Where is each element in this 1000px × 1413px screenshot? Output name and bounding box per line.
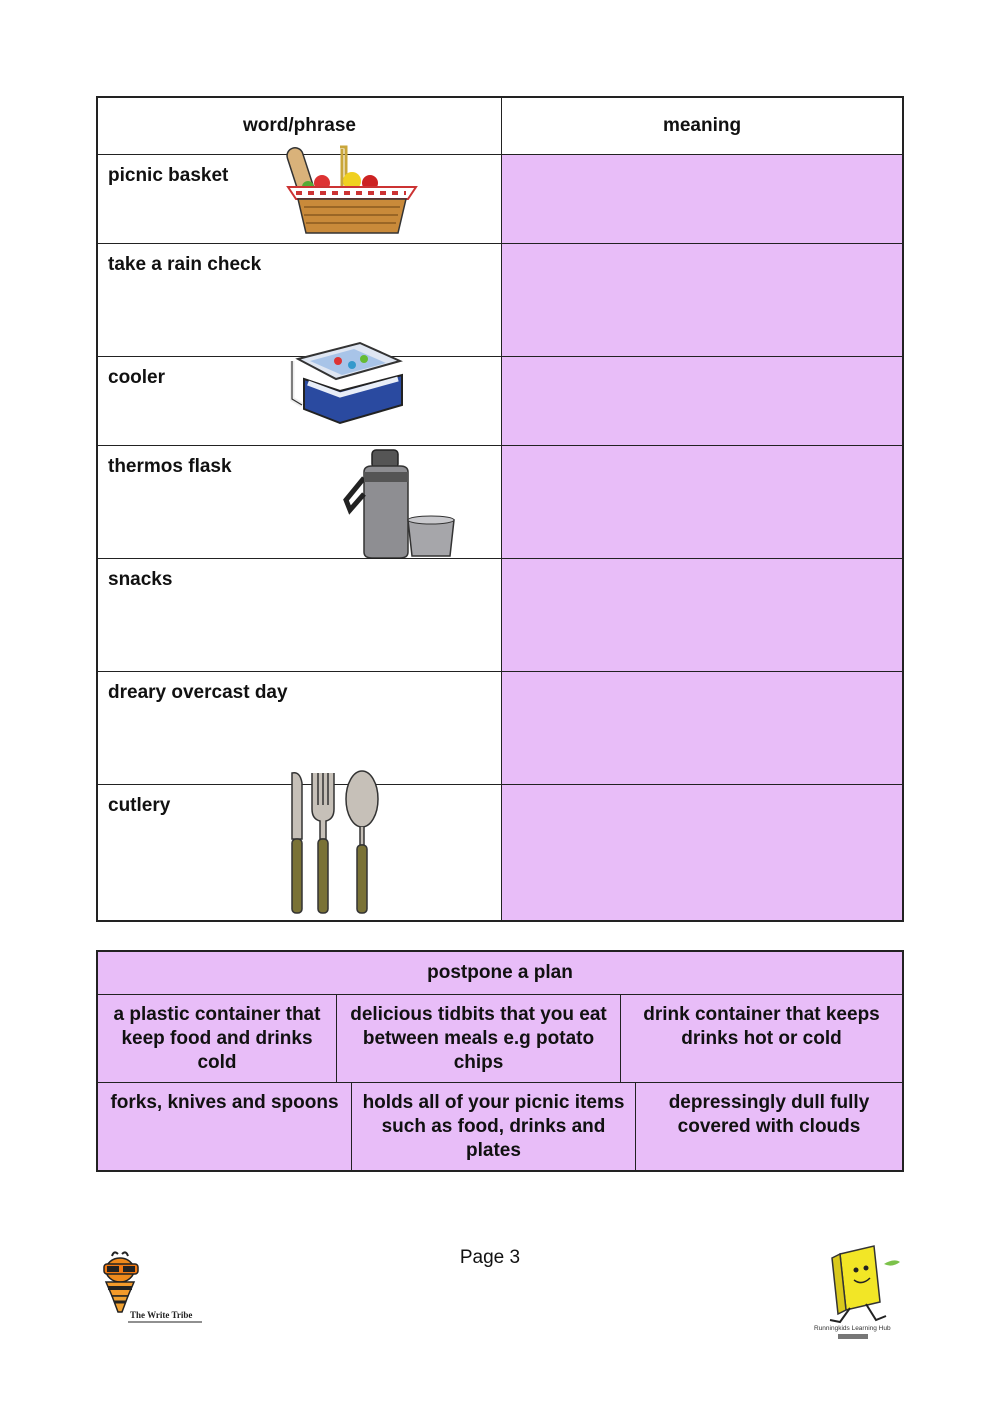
word-cell	[98, 357, 502, 445]
meaning-cell[interactable]	[502, 357, 902, 445]
word-cell	[98, 446, 502, 558]
vocabulary-table	[96, 96, 904, 922]
the-write-tribe-logo	[98, 1250, 208, 1330]
thermos-flask-icon	[342, 448, 458, 560]
table-row	[98, 558, 902, 671]
word-label: cooler	[108, 367, 166, 388]
answer-tile[interactable]: delicious tidbits that you eat between meals e.g potato chips	[336, 995, 620, 1082]
meaning-cell[interactable]	[502, 785, 902, 920]
word-cell	[98, 785, 502, 920]
table-row	[98, 445, 902, 558]
table-row	[98, 243, 902, 356]
meaning-cell[interactable]	[502, 672, 902, 784]
answer-bank	[96, 950, 904, 1172]
answer-tile[interactable]: a plastic container that keep food and drinks cold	[113, 1004, 321, 1073]
answer-tile[interactable]: drink container that keeps drinks hot or cold	[620, 995, 902, 1082]
table-header-row	[98, 98, 902, 154]
answer-row	[98, 994, 902, 1082]
header-meaning: meaning	[502, 98, 902, 154]
answer-tile[interactable]: holds all of your picnic items such as food, drinks and plates	[351, 1083, 635, 1170]
word-cell	[98, 155, 502, 243]
logo-right-text: Runningkids Learning Hub	[814, 1325, 891, 1332]
answer-tile[interactable]: depressingly dull fully covered with clouds	[635, 1083, 902, 1170]
word-label: dreary overcast day	[108, 682, 288, 703]
cooler-icon	[290, 339, 412, 443]
cutlery-icon	[284, 769, 384, 917]
meaning-cell[interactable]	[502, 155, 902, 243]
table-row	[98, 356, 902, 445]
word-label: snacks	[108, 569, 173, 590]
word-label: picnic basket	[108, 165, 229, 186]
runningkids-logo	[810, 1244, 906, 1344]
word-cell	[98, 672, 502, 784]
word-label: take a rain check	[108, 254, 262, 275]
word-cell	[98, 559, 502, 671]
answer-row	[98, 1082, 902, 1170]
table-row	[98, 671, 902, 784]
header-word: word/phrase	[98, 98, 502, 154]
word-label: thermos flask	[108, 456, 232, 477]
meaning-cell[interactable]	[502, 446, 902, 558]
picnic-basket-icon	[282, 141, 422, 239]
table-row	[98, 154, 902, 243]
answer-tile[interactable]: postpone a plan	[427, 962, 573, 983]
answer-row	[98, 952, 902, 994]
answer-tile[interactable]: forks, knives and spoons	[110, 1092, 339, 1113]
word-label: cutlery	[108, 795, 171, 816]
meaning-cell[interactable]	[502, 244, 902, 356]
logo-left-text: The Write Tribe	[130, 1310, 193, 1320]
table-row	[98, 784, 902, 920]
page-number: Page 3	[459, 1247, 521, 1268]
meaning-cell[interactable]	[502, 559, 902, 671]
